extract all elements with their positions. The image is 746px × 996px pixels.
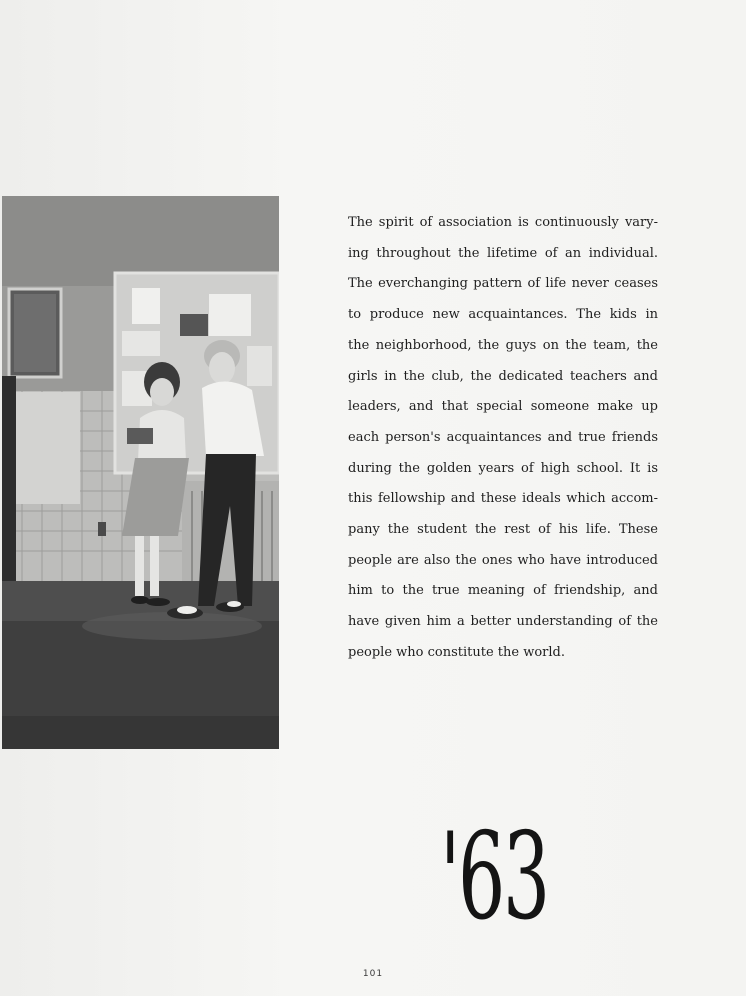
paragraph-line: this fellowship and these ideals which accom- <box>348 491 658 507</box>
paragraph-line: each person's acquaintances and true friends <box>348 429 658 445</box>
paragraph-line: him to the true meaning of friendship, and <box>348 583 658 599</box>
paragraph-line: have given him a better understanding of the <box>348 614 658 630</box>
paragraph-line: leaders, and that special someone make up <box>348 399 658 415</box>
body-paragraph <box>348 208 658 669</box>
paragraph-line: people are also the ones who have introduced <box>348 552 658 568</box>
paragraph-line: the neighborhood, the guys on the team, the <box>348 337 658 353</box>
hallway-photo <box>2 196 279 749</box>
paragraph-line: pany the student the rest of his life. These <box>348 522 658 538</box>
paragraph-line: people who constitute the world. <box>348 644 565 660</box>
paragraph-line: The spirit of association is continuously vary- <box>348 215 658 230</box>
class-year-mark: '63 <box>440 808 548 947</box>
paragraph-line: during the golden years of high school. It is <box>348 460 658 476</box>
paragraph-line: The everchanging pattern of life never ceases <box>348 276 658 292</box>
page-number: 101 <box>362 969 384 979</box>
paragraph-line: girls in the club, the dedicated teachers and <box>348 368 658 384</box>
paragraph-line: to produce new acquaintances. The kids in <box>348 307 658 323</box>
paragraph-line: ing throughout the lifetime of an individual. <box>348 245 658 261</box>
